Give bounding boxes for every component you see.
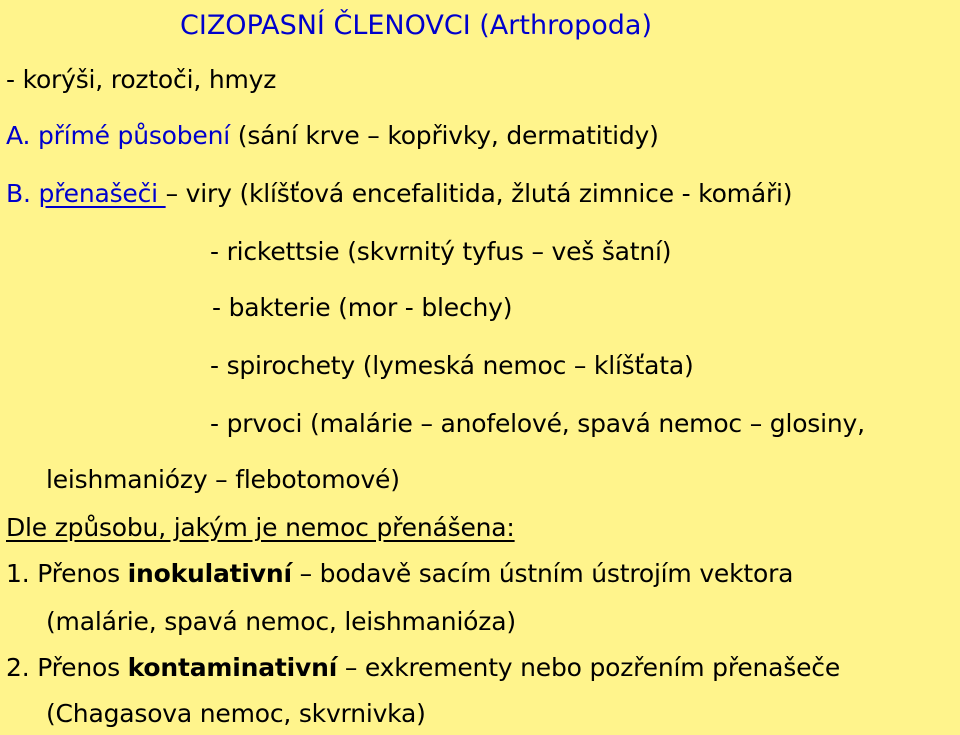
item-a [6, 120, 659, 152]
item-b [6, 178, 792, 210]
intro-line: - korýši, roztoči, hmyz [6, 65, 277, 94]
item-b-text: – viry (klíšťová encefalitida, žlutá zimnice - komáři) [165, 179, 793, 208]
item-1-term: inokulativní [127, 559, 292, 588]
transmission-item-2 [6, 652, 840, 684]
transmission-heading: Dle způsobu, jakým je nemoc přenášena: [6, 513, 515, 542]
vector-rickettsie: - rickettsie (skvrnitý tyfus – veš šatní) [210, 237, 672, 266]
item-2-term: kontaminativní [127, 653, 338, 682]
transmission-item-2-continued: (Chagasova nemoc, skvrnivka) [46, 699, 426, 728]
transmission-item-1 [6, 558, 793, 590]
item-2-text: – exkrementy nebo pozřením přenašeče [337, 653, 841, 682]
item-1-prefix: 1. Přenos [6, 559, 128, 588]
item-2-prefix: 2. Přenos [6, 653, 128, 682]
item-b-label: přenašeči [38, 179, 166, 208]
vector-bakterie: - bakterie (mor - blechy) [212, 293, 513, 322]
vector-prvoci: - prvoci (malárie – anofelové, spavá nemoc – glosiny, [210, 409, 865, 438]
item-a-text: (sání krve – kopřivky, dermatitidy) [230, 121, 659, 150]
item-a-label: A. přímé působení [6, 121, 231, 150]
page-title: CIZOPASNÍ ČLENOVCI (Arthropoda) [180, 10, 652, 41]
item-b-marker: B. [6, 179, 39, 208]
vector-prvoci-continued: leishmaniózy – flebotomové) [46, 465, 400, 494]
transmission-item-1-continued: (malárie, spavá nemoc, leishmanióza) [46, 607, 516, 636]
item-1-text: – bodavě sacím ústním ústrojím vektora [291, 559, 794, 588]
vector-spirochety: - spirochety (lymeská nemoc – klíšťata) [210, 351, 694, 380]
